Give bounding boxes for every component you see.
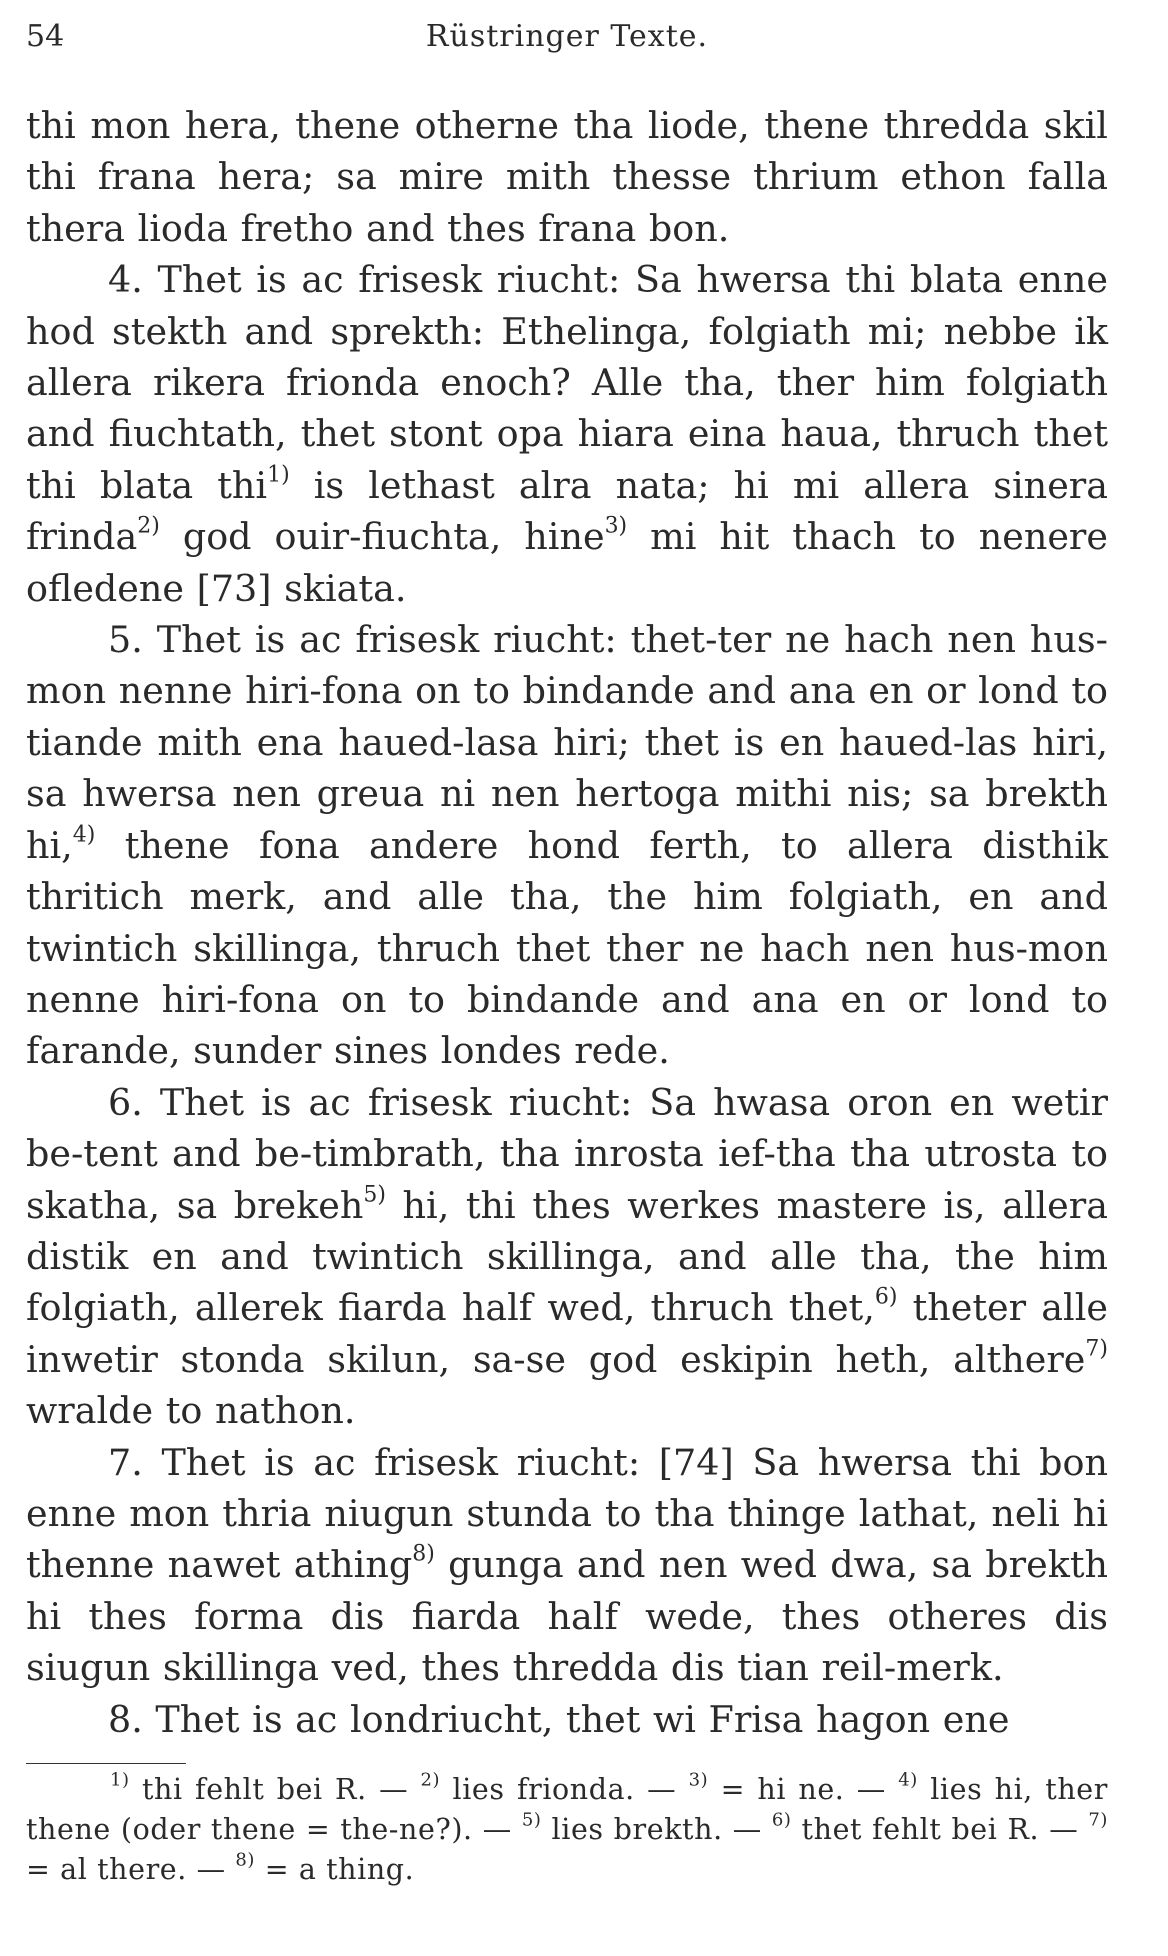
paragraph-section-8: 8. Thet is ac londriucht, thet wi Frisa hagon ene (108, 1697, 1010, 1741)
paragraph-section-5 (26, 614, 1108, 1077)
footnote-ref-5: 5) (363, 1182, 386, 1208)
footnote-text: lies hi, ther thene (oder thene = the-ne?). — (26, 1773, 1108, 1846)
footnote-ref-6: 6) (874, 1284, 898, 1310)
text-run: thene fona andere hond ferth, to allera disthik thritich merk, and alle tha, the him folgiath, en and twintich skillinga, thruch thet ther ne hach nen hus-mon nenne hiri-fona on to bindande and ana en or lond to farande, sunder sines londes rede. (26, 823, 1108, 1073)
footnote-ref-3: 3) (604, 513, 628, 539)
footnote-text: lies frionda. — (440, 1773, 689, 1806)
text-run: 7. Thet is ac frisesk riucht: [74] Sa hwersa thi bon enne mon thria niugun stunda to tha thinge lathat, neli hi thenne nawet athing (26, 1440, 1108, 1587)
running-title: Rüstringer Texte. (425, 19, 709, 54)
footnote-text: thet fehlt bei R. — (791, 1813, 1089, 1846)
text-run: wralde to nathon. (26, 1389, 356, 1433)
footnote-ref-8: 8) (412, 1541, 435, 1567)
text-run: 6. Thet is ac frisesk riucht: Sa hwasa oron en wetir be-tent and be-timbrath, tha inrosta ief-tha tha utrosta to skatha, sa brekeh (26, 1080, 1108, 1227)
main-text (26, 100, 1108, 1745)
page-header (26, 12, 1108, 62)
paragraph-section-7 (26, 1437, 1108, 1694)
footnote-divider (26, 1763, 186, 1764)
footnote-marker: 4) (898, 1769, 918, 1791)
page-number: 54 (26, 19, 65, 54)
text-run: theter alle inwetir stonda skilun, sa-se god eskipin heth, althere (26, 1286, 1109, 1381)
footnote-text: = al there. — (26, 1853, 236, 1886)
footnote-ref-2: 2) (137, 513, 160, 539)
text-run: hi, thi thes werkes mastere is, allera distik en and twintich skillinga, and alle tha, the him folgiath, allerek fiarda half wed, thruch thet, (26, 1183, 1108, 1330)
footnote-marker: 8) (235, 1849, 256, 1871)
book-page (26, 12, 1108, 1890)
footnote-marker: 3) (688, 1769, 709, 1791)
text-run: gunga and nen wed dwa, sa brekth hi thes forma dis fiarda half wede, thes otheres dis siugun skillinga ved, thes thredda dis tian reil-merk. (26, 1543, 1108, 1690)
footnote-text: thi fehlt bei R. — (129, 1773, 421, 1806)
footnote-text: = hi ne. — (708, 1773, 899, 1806)
footnote-marker: 1) (110, 1769, 130, 1791)
text-run: mi hit thach to nenere ofledene [73] skiata. (26, 515, 1108, 610)
footnote-marker: 6) (771, 1809, 792, 1831)
paragraph-continuation: thi mon hera, thene otherne tha liode, thene thredda skil thi frana hera; sa mire mith thesse thrium ethon falla thera lioda fretho and thes frana bon. (26, 104, 1108, 250)
text-run: god ouir-fiuchta, hine (159, 515, 605, 559)
footnote-text: lies brekth. — (541, 1813, 772, 1846)
footnote-marker: 2) (420, 1769, 441, 1791)
footnote-marker: 5) (521, 1809, 542, 1831)
paragraph-section-4 (26, 254, 1108, 614)
text-run: is lethast alra nata; hi mi allera sinera frinda (26, 463, 1108, 559)
footnote-ref-1: 1) (267, 462, 290, 488)
footnote-ref-4: 4) (72, 822, 96, 848)
footnote-ref-7: 7) (1085, 1336, 1108, 1362)
text-run: 4. Thet is ac frisesk riucht: Sa hwersa thi blata enne hod stekth and sprekth: Ethelinga, folgiath mi; nebbe ik allera rikera frionda enoch? Alle tha, ther him folgiath and fiuchtath, thet stont opa hiara eina haua, thruch thet thi blata thi (26, 258, 1108, 507)
paragraph-section-6 (26, 1077, 1108, 1437)
footnote-text: = a thing. (255, 1853, 415, 1886)
footnote-marker: 7) (1088, 1809, 1108, 1831)
footnotes (26, 1770, 1108, 1890)
text-run: 5. Thet is ac frisesk riucht: thet-ter ne hach nen hus-mon nenne hiri-fona on to bindande and ana en or lond to tiande mith ena haued-lasa hiri; thet is en haued-las hiri, sa hwersa nen greua ni nen hertoga mithi nis; sa brekth hi, (26, 618, 1108, 867)
